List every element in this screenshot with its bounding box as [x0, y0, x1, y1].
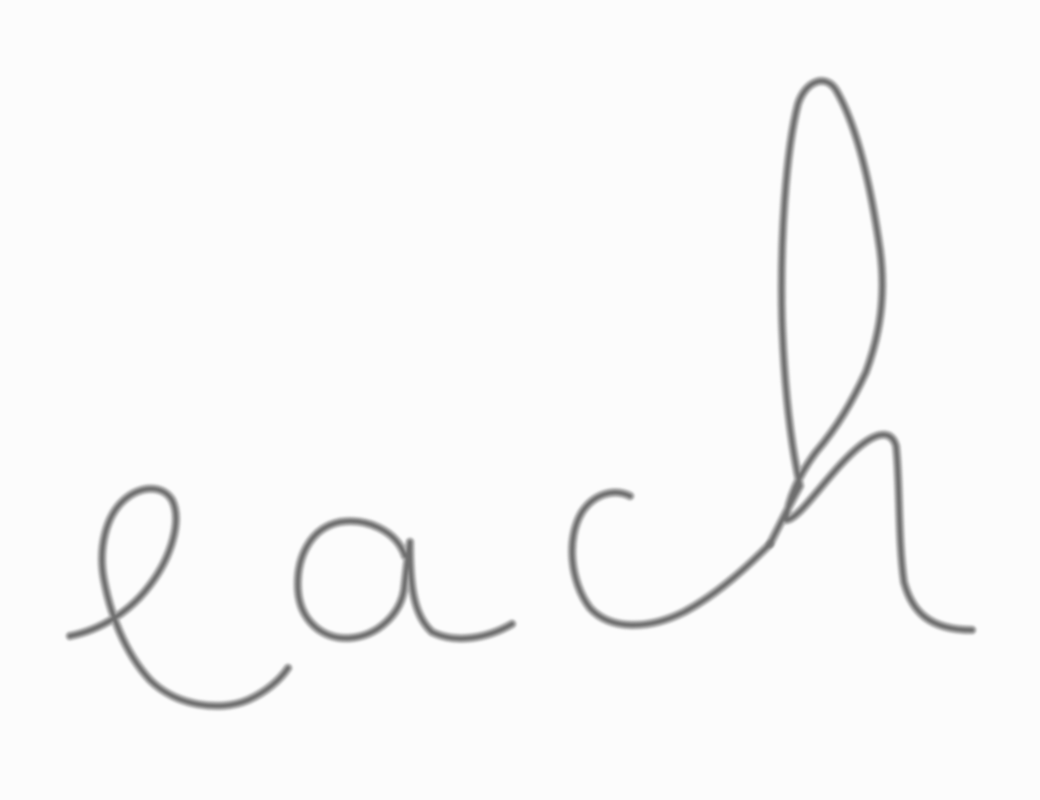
letter-a-stroke	[298, 521, 512, 638]
letter-e-stroke	[70, 489, 288, 706]
letter-c-stroke	[572, 493, 770, 626]
letter-h-stroke	[770, 81, 972, 630]
